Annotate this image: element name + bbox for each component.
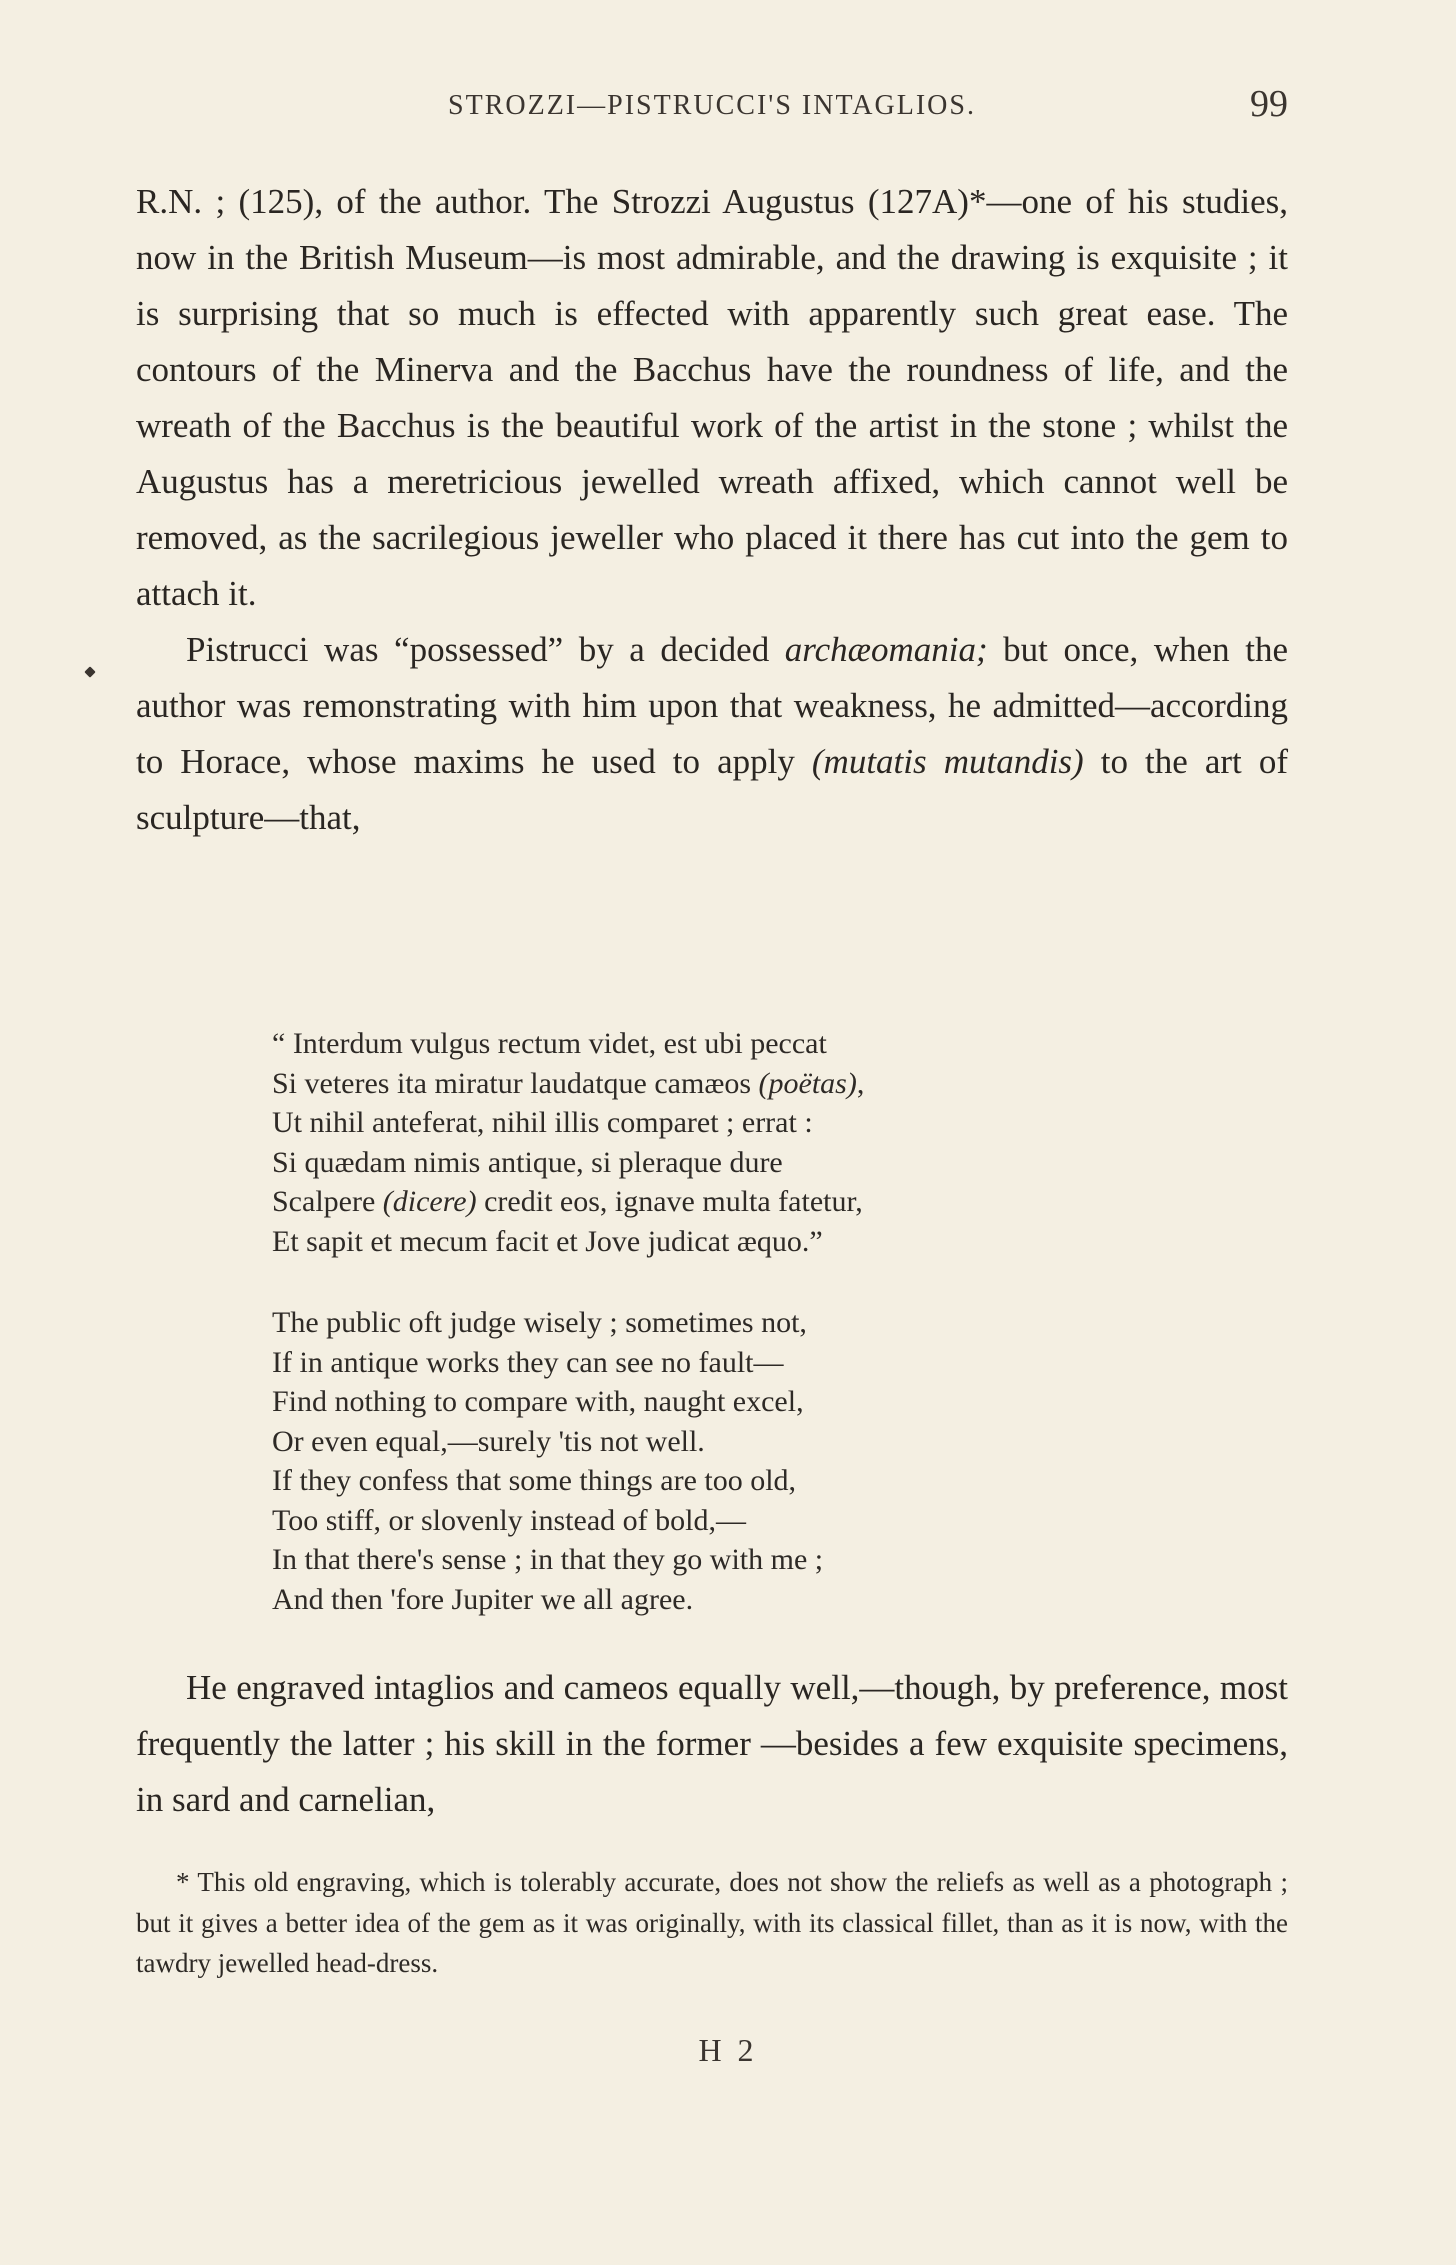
verse-line: And then 'fore Jupiter we all agree. [272, 1582, 694, 1616]
latin-verse [272, 1024, 1172, 1261]
verse-segment-text: credit eos, ignave multa fatetur, [476, 1185, 863, 1218]
paragraph: He engraved intaglios and cameos equally well,—though, by preference, most frequently the latter ; his skill in the former —besides a few exquisite specimens, in sard and carnelian, [136, 1668, 1288, 1819]
verse-segment-italic: (poëtas) [758, 1066, 857, 1100]
verse-segment-text: Si quædam nimis antique, si pleraque dure [272, 1145, 783, 1179]
paragraph [136, 622, 1288, 846]
verse-line: If in antique works they can see no fault— [272, 1345, 784, 1379]
paragraph [136, 174, 1288, 622]
footnote-text: * This old engraving, which is tolerably accurate, does not show the reliefs as well as a photograph ; but it gives a better idea of the gem as it was originally, with its classical fillet, than as it is now, with the tawdry jewelled head-dress. [136, 1867, 1288, 1978]
marginal-mark [84, 666, 95, 677]
paragraph-segment-text: but once, when the author was remonstrating with him upon that weakness, he admitted—according to Horace, whose maxims he used to apply [136, 630, 1288, 781]
body-text [136, 174, 1288, 846]
verse-segment-italic: (dicere) [382, 1185, 477, 1218]
verse-segment-text: Si veteres ita miratur laudatque camæos [272, 1066, 759, 1100]
paragraph-segment-text: to the art of sculpture—that, [136, 742, 1288, 837]
verse-line: Find nothing to compare with, naught excel, [272, 1385, 804, 1418]
paragraph-segment-italic: (mutatis mutandis) [811, 742, 1084, 781]
verse-segment-text: Ut nihil anteferat, nihil illis comparet ; errat : [272, 1106, 813, 1139]
verse-line: If they confess that some things are too old, [272, 1464, 797, 1497]
verse-segment-text: Et sapit et mecum facit et Jove judicat æquo.” [272, 1224, 823, 1258]
page-header [136, 82, 1288, 132]
verse-segment-text: Scalpere [272, 1185, 383, 1218]
verse-segment-text: , [856, 1066, 865, 1100]
verse-segment-text: “ Interdum vulgus rectum videt, est ubi peccat [272, 1027, 827, 1060]
verse-line [272, 1143, 1172, 1183]
page-number: 99 [1250, 83, 1288, 125]
verse-line: Or even equal,—surely 'tis not well. [272, 1424, 705, 1458]
signature-mark: H 2 [698, 2032, 758, 2068]
body-text-continued [136, 1660, 1288, 1828]
paragraph-segment-italic: archæomania; [784, 630, 988, 669]
paragraph-segment-text: Pistrucci was “possessed” by a decided [186, 630, 785, 669]
verse-line [272, 1182, 1172, 1222]
english-verse [272, 1303, 1172, 1619]
footnote [136, 1862, 1288, 1984]
paragraph-segment-text: R.N. ; (125), of the author. The Strozzi Augustus (127A)*—one of his studies, now in the British Museum—is most admirable, and the drawing is exquisite ; it is surprising that so much is effected with apparently such great ease. The contours of the Minerva and the Bacchus have the roundness of life, and the wreath of the Bacchus is the beautiful work of the artist in the stone ; whilst the Augustus has a meretricious jewelled wreath affixed, which cannot well be removed, as the sacrilegious jeweller who placed it there has cut into the gem to attach it. [136, 182, 1288, 613]
verse-line: The public oft judge wisely ; sometimes not, [272, 1306, 807, 1339]
running-head: STROZZI—PISTRUCCI'S INTAGLIOS. [448, 90, 976, 121]
verse-line [272, 1103, 1172, 1143]
verse-line [272, 1024, 1172, 1064]
verse-quotation [272, 1024, 1172, 1619]
verse-line: In that there's sense ; in that they go with me ; [272, 1543, 824, 1576]
verse-line [272, 1064, 1172, 1104]
verse-line [272, 1222, 1172, 1262]
verse-line: Too stiff, or slovenly instead of bold,— [272, 1503, 746, 1537]
